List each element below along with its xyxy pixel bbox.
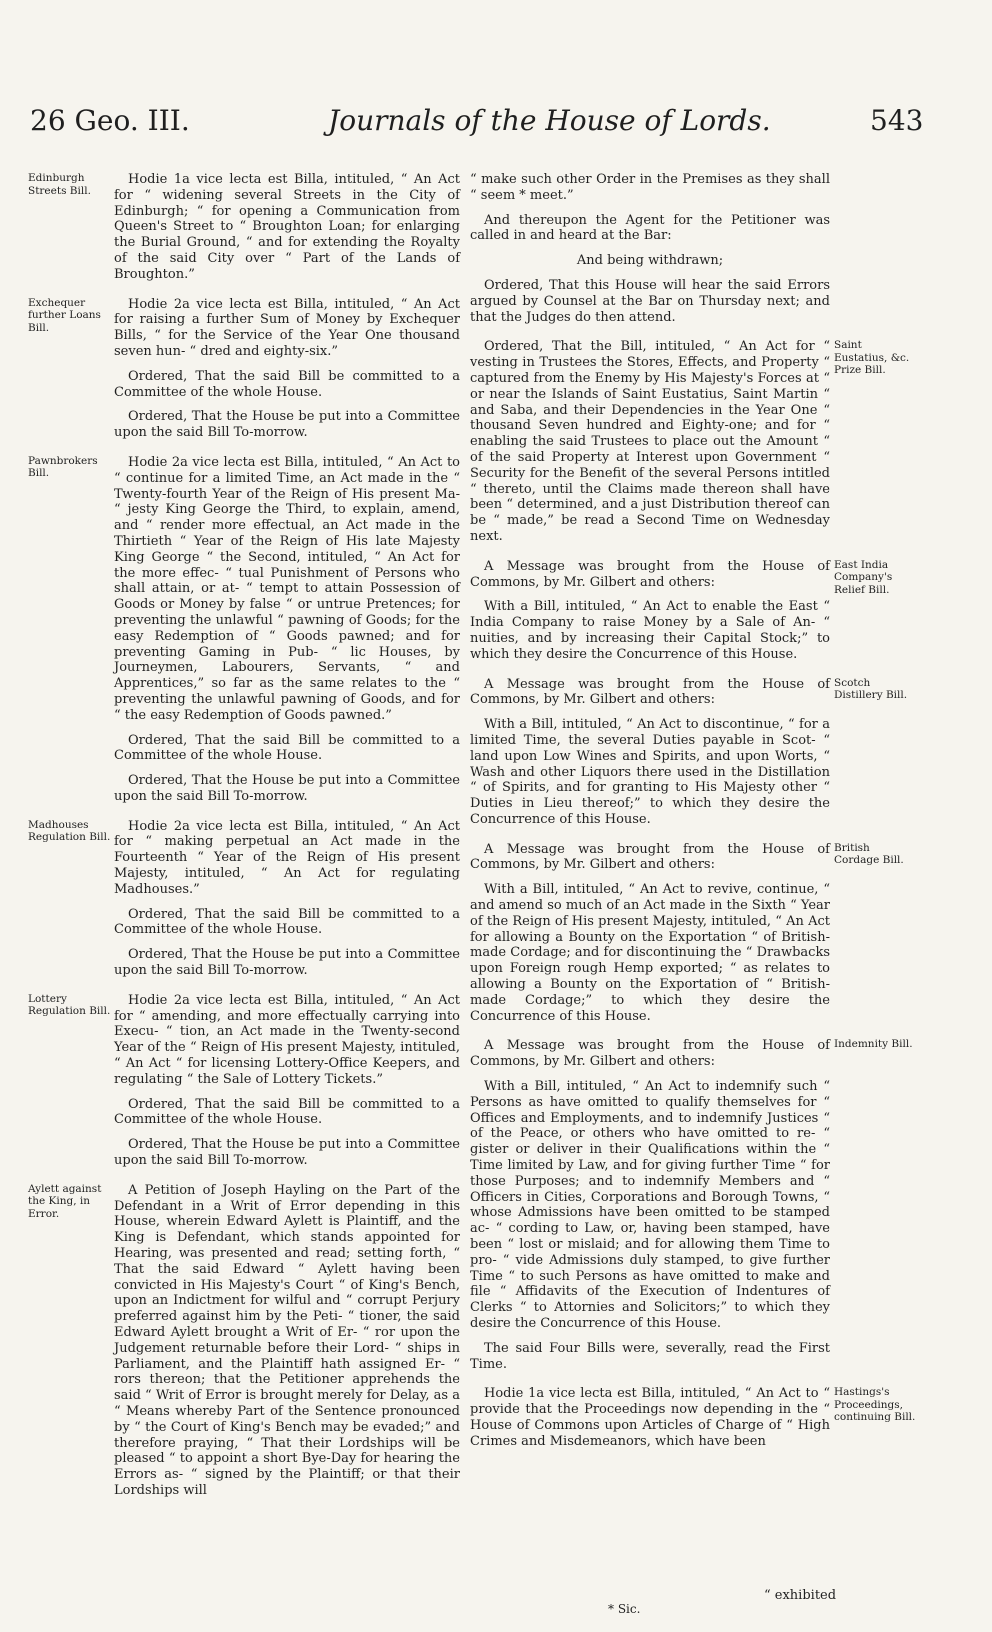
entry-aylett-petition <box>28 1182 460 1499</box>
right-column <box>470 172 916 1450</box>
order-committed <box>114 907 460 939</box>
margin-note: Aylett against the King, in Error. <box>28 1182 102 1220</box>
entry-text: Ordered, That this House will hear the said Errors argued by Counsel at the Bar on Thursday next; and that the Judges do then attend. <box>470 277 830 325</box>
entry-text: Ordered, That the House be put into a Committee upon the said Bill To-morrow. <box>114 947 460 979</box>
bill-scotch-distillery <box>470 717 830 828</box>
order-errors-argued <box>470 278 830 325</box>
order-committee-tomorrow <box>114 773 460 805</box>
entry-saint-eustatius <box>470 339 910 544</box>
entry-text: A Petition of Joseph Hayling on the Part of the Defendant in a Writ of Error depending in this House, wherein Edward Aylett is Plaintiff, and the King is Defendant, which stands appointed for Hearing, was presented and read; setting forth, “ That the said Edward “ Aylett having been convicted in His Majesty's Court “ of King's Bench, upon an Indictment for wilful and “ corrupt Perjury preferred against him by the Peti- “ tioner, the said Edward Aylett brought a Writ of Er- “ ror upon the Judgement returnable before their Lord- “ ships in Parliament, and the Plaintiff hath assigned Er- “ rors thereon; that the Petitioner apprehends the said “ Writ of Error is brought merely for Delay, as a “ Means whereby Part of the Sentence pronounced by “ the Court of King's Bench may be evaded;” and therefore praying, “ That their Lordships will be pleased “ to appoint a short Bye-Day for hearing the Errors as- “ signed by the Plaintiff; or that their Lordships will <box>114 1182 460 1498</box>
margin-note: Pawnbrokers Bill. <box>28 454 98 480</box>
margin-note: Madhouses Regulation Bill. <box>28 818 111 844</box>
entry-text: A Message was brought from the House of Commons, by Mr. Gilbert and others: <box>470 558 830 590</box>
bill-east-india <box>470 599 830 662</box>
entry-text: Ordered, That the said Bill be committed to a Committee of the whole House. <box>114 732 460 764</box>
footnote: * Sic. <box>608 1602 641 1616</box>
margin-note: Scotch Distillery Bill. <box>834 676 908 702</box>
entry-text: Ordered, That the Bill, intituled, “ An Act for “ vesting in Trustees the Stores, Effects, and Property “ captured from the Enemy by His Majesty's Forces at “ or near the Islands of Saint Eustatius, Saint Martin “ and Saba, and their Dependencies in the Year One “ thousand Seven hundred and Eighty-one; and for “ enabling the said Trustees to place out the Amount “ of the said Property at Interest upon Government “ Security for the Benefit of the several Persons intitled “ thereto, until the Claims made thereon shall have been “ determined, and a just Distribution thereof can be “ made,” be read a Second Time on Wednesday next. <box>470 339 830 544</box>
entry-text: Ordered, That the said Bill be committed to a Committee of the whole House. <box>114 368 460 400</box>
entry-text: With a Bill, intituled, “ An Act to revive, continue, “ and amend so much of an Act made in the Sixth “ Year of the Reign of His present Majesty, intituled, “ An Act for allowing a Bounty on the Exportation “ of British-made Cordage; and for discontinuing the “ Drawbacks upon Foreign rough Hemp exported; “ as relates to allowing a Bounty on the Exportation of “ British-made Cordage;” to which they desire the Concurrence of this House. <box>470 882 830 1024</box>
entry-text: And thereupon the Agent for the Petitioner was called in and heard at the Bar: <box>470 212 830 244</box>
entry-text: With a Bill, intituled, “ An Act to enable the East “ India Company to raise Money by a Sale of An- “ nuities, and by increasing their Capital Stock;” to which they desire the Concurrence of this House. <box>470 599 830 662</box>
entry-continuation <box>470 172 830 204</box>
entry-text: Ordered, That the House be put into a Committee upon the said Bill To-morrow. <box>114 773 460 804</box>
entry-text: A Message was brought from the House of Commons, by Mr. Gilbert and others: <box>470 676 830 708</box>
page-number: 543 <box>870 104 924 137</box>
margin-note: British Cordage Bill. <box>834 841 904 867</box>
order-committee-tomorrow <box>114 409 460 441</box>
margin-note: Indemnity Bill. <box>834 1038 913 1051</box>
entry-hastings-proceedings <box>470 1386 916 1449</box>
entry-text: Hodie 1a vice lecta est Billa, intituled, “ An Act for “ widening several Streets in the City of Edinburgh; “ for opening a Communication from Queen's Street to “ Broughton Loan; for enlarging the Burial Ground, “ and for extending the Royalty of the said City over “ Part of the Lands of Broughton.” <box>114 172 460 282</box>
margin-note: Saint Eustatius, &c. Prize Bill. <box>834 339 910 377</box>
entry-exchequer-loans <box>28 296 460 360</box>
entry-text: With a Bill, intituled, “ An Act to discontinue, “ for a limited Time, the several Duties payable in Scot- “ land upon Low Wines and Spirits, and upon Worts, “ Wash and other Liquors there used in the Distillation “ of Spirits, and for granting to His Majesty other “ Duties in Lieu thereof;” to which they desire the Concurrence of this House. <box>470 717 830 827</box>
entry-pawnbrokers <box>28 454 460 724</box>
left-column <box>28 172 460 1499</box>
order-committed <box>114 1097 460 1129</box>
margin-note: Edinburgh Streets Bill. <box>28 172 91 197</box>
entry-text: Hodie 2a vice lecta est Billa, intituled, “ An Act to “ continue for a limited Time, an Act made in the “ Twenty-fourth Year of the Reign of His present Ma- “ jesty King George the Third, to explain, amend, and “ render more effectual, an Act made in the Thirtieth “ Year of the Reign of His late Majesty King George “ the Second, intituled, “ An Act for the more effec- “ tual Punishment of Persons who shall attain, or at- “ tempt to attain Possession of Goods or Money by false “ or untrue Pretences; for preventing the unlawful “ pawning of Goods; for the easy Redemption of “ Goods pawned; and for preventing Gaming in Pub- “ lic Houses, by Journeymen, Labourers, Servants, “ and Apprentices,” so far as the same relates to the “ preventing the unlawful pawning of Goods, and for “ the easy Redemption of Goods pawned.” <box>114 454 460 723</box>
bill-british-cordage <box>470 882 830 1024</box>
entry-text: The said Four Bills were, severally, read the First Time. <box>470 1340 830 1372</box>
entry-text: A Message was brought from the House of Commons, by Mr. Gilbert and others: <box>470 1038 830 1070</box>
entry-text: Ordered, That the said Bill be committed to a Committee of the whole House. <box>114 906 460 938</box>
entry-text: Ordered, That the House be put into a Committee upon the said Bill To-morrow. <box>114 1137 460 1169</box>
entry-four-bills-read <box>470 1341 830 1373</box>
bill-indemnity <box>470 1079 830 1332</box>
message-indemnity <box>470 1038 913 1070</box>
entry-text: Hodie 2a vice lecta est Billa, intituled, “ An Act for “ amending, and more effectually carrying into Execu- “ tion, an Act made in the Twenty-second Year of the “ Reign of His present Majesty, intituled, “ An Act “ for licensing Lottery-Office Keepers, and regulating “ the Sale of Lottery Tickets.” <box>114 992 460 1087</box>
entry-text: And being withdrawn; <box>576 253 724 269</box>
entry-text: Hodie 1a vice lecta est Billa, intituled, “ An Act to “ provide that the Proceedings now depending in the “ House of Commons upon Articles of Charge of “ High Crimes and Misdemeanors, which have been <box>470 1386 830 1449</box>
message-british-cordage <box>470 841 904 874</box>
order-committed <box>114 733 460 765</box>
entry-edinburgh-streets <box>28 172 460 283</box>
margin-note: Hastings's Proceedings, continuing Bill. <box>834 1386 916 1424</box>
margin-note: Exchequer further Loans Bill. <box>28 296 101 334</box>
entry-text: Ordered, That the House be put into a Committee upon the said Bill To-morrow. <box>114 409 460 441</box>
entry-text: “ make such other Order in the Premises as they shall “ seem * meet.” <box>470 172 830 203</box>
entry-lottery <box>28 992 460 1088</box>
order-committed <box>114 369 460 401</box>
margin-note: Lottery Regulation Bill. <box>28 992 111 1018</box>
entry-text: With a Bill, intituled, “ An Act to indemnify such “ Persons as have omitted to qualify themselves for “ Offices and Employments, and to indemnify Justices “ of the Peace, or others who have omitted to re- “ gister or deliver in their Qualifications within the “ Time limited by Law, and for giving further Time “ for those Purposes; and to indemnify Members and “ Officers in Cities, Corporations and Borough Towns, “ whose Admissions have been omitted to be stamped ac- “ cording to Law, or, having been stamped, have been “ lost or mislaid; and for allowing them Time to pro- “ vide Admissions duly stamped, to give further Time “ to such Persons as have omitted to make and file “ Affidavits of the Execution of Indentures of Clerks “ to Attornies and Solicitors;” to which they desire the Concurrence of this House. <box>470 1079 830 1331</box>
entry-withdrawn <box>470 253 830 269</box>
entry-agent-heard <box>470 213 830 245</box>
running-head-title: Journals of the House of Lords. <box>328 104 771 137</box>
running-head-left: 26 Geo. III. <box>30 104 190 137</box>
order-committee-tomorrow <box>114 947 460 979</box>
catchword: “ exhibited <box>764 1588 837 1603</box>
margin-note: East India Company's Relief Bill. <box>834 558 893 596</box>
entry-text: A Message was brought from the House of Commons, by Mr. Gilbert and others: <box>470 841 830 873</box>
order-committee-tomorrow <box>114 1137 460 1169</box>
entry-madhouses <box>28 818 460 898</box>
entry-text: Hodie 2a vice lecta est Billa, intituled, “ An Act for raising a further Sum of Money by Exchequer Bills, “ for the Service of the Year One thousand seven hun- “ dred and eighty-six.” <box>114 296 460 359</box>
message-east-india <box>470 558 893 596</box>
entry-text: Hodie 2a vice lecta est Billa, intituled, “ An Act for “ making perpetual an Act made in the Fourteenth “ Year of the Reign of His present Majesty, intituled, “ An Act for regulating Madhouses.” <box>114 818 460 897</box>
message-scotch-distillery <box>470 676 908 709</box>
entry-text: Ordered, That the said Bill be committed to a Committee of the whole House. <box>114 1096 460 1128</box>
